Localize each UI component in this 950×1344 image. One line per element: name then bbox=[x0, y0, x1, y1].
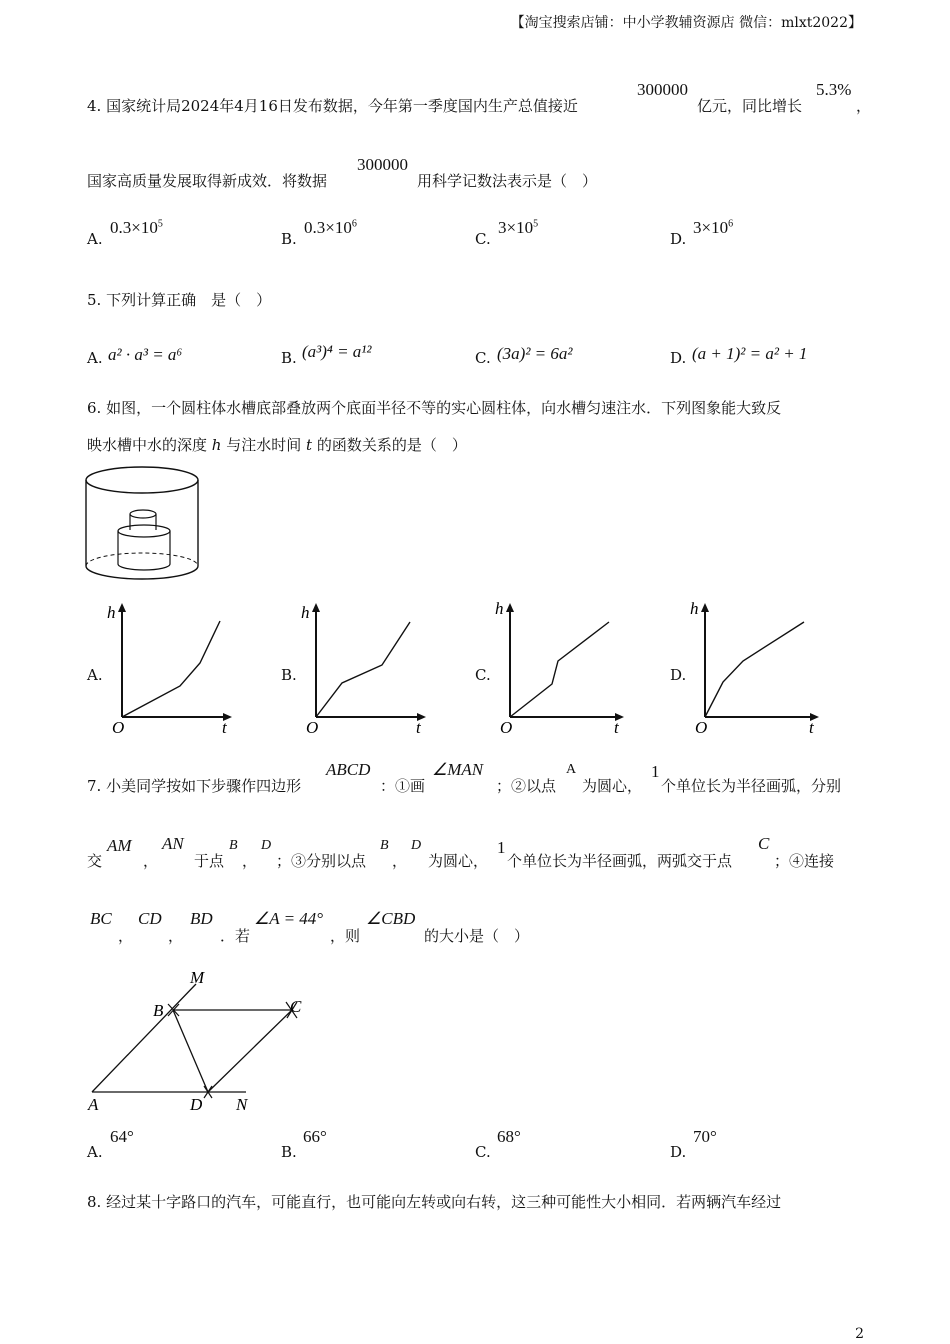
q7-text-1d: 为圆心， bbox=[582, 777, 643, 795]
q6-graph-c-y-label: h bbox=[495, 600, 504, 618]
q5-option-c-label: C. bbox=[475, 349, 491, 367]
fig-label-c: C bbox=[290, 997, 302, 1016]
q4-comma: ， bbox=[856, 97, 872, 115]
q4-number-1: 300000 bbox=[637, 80, 688, 99]
q6-graph-a-origin: O bbox=[112, 718, 125, 737]
q7-one-2: 1 bbox=[497, 838, 506, 857]
q4-option-c-value: $3\times 10^5$ bbox=[498, 218, 539, 237]
q7-point-d-2: D bbox=[411, 838, 422, 853]
q7-text-2b: 于点 bbox=[194, 852, 225, 870]
q4-text-2b: 用科学记数法表示是（ ） bbox=[417, 172, 598, 190]
q7-text-2d: 为圆心， bbox=[428, 852, 489, 870]
q7-sep-1: ， bbox=[143, 852, 159, 870]
q7-sep-4: ， bbox=[118, 927, 134, 945]
q7-point-d-1: D bbox=[261, 838, 272, 853]
q7-text-1a: 7. 小美同学按如下步骤作四边形 bbox=[87, 777, 302, 795]
q7-option-c-label: C. bbox=[475, 1143, 491, 1161]
q6-graph-c bbox=[492, 600, 627, 740]
q4-text-1a: 4. 国家统计局2024年4月16日发布数据，今年第一季度国内生产总值接近 bbox=[87, 97, 578, 115]
q8-text-1: 8. 经过某十字路口的汽车，可能直行，也可能向左转或向右转，这三种可能性大小相同．若两辆汽车经过 bbox=[87, 1193, 782, 1211]
q7-segment-bd: BD bbox=[190, 909, 213, 928]
q6-graph-d-origin: O bbox=[695, 718, 708, 737]
q7-option-a-value: 64° bbox=[110, 1127, 134, 1146]
q6-graph-a-x-label: t bbox=[222, 718, 227, 737]
q7-angle-a: ∠A = 44° bbox=[254, 909, 324, 928]
q5-option-b-label: B. bbox=[281, 349, 297, 367]
q4-option-d-label: D. bbox=[670, 230, 687, 248]
tank-figure bbox=[84, 460, 204, 584]
q5-option-c-expr: (3a)² = 6a² bbox=[497, 344, 573, 363]
q6-graph-c-label: C. bbox=[475, 666, 491, 684]
q7-segment-cd: CD bbox=[138, 909, 162, 928]
q7-text-2a: 交 bbox=[87, 852, 103, 870]
q7-text-2f: ；④连接 bbox=[774, 852, 835, 870]
q4-option-c-label: C. bbox=[475, 230, 491, 248]
q7-text-3c: 的大小是（ ） bbox=[424, 927, 530, 945]
q4-option-a-label: A. bbox=[87, 230, 103, 248]
q4-option-b-value: $0.3\times 10^6$ bbox=[304, 218, 357, 237]
q7-option-a-label: A. bbox=[87, 1143, 103, 1161]
q5-option-d-label: D. bbox=[670, 349, 687, 367]
q7-text-2c: ；③分别以点 bbox=[276, 852, 367, 870]
q5-option-d-expr: (a + 1)² = a² + 1 bbox=[692, 344, 808, 363]
q7-sep-3: ， bbox=[392, 852, 408, 870]
q6-graph-d-x-label: t bbox=[809, 718, 814, 737]
fig-label-m: M bbox=[190, 968, 205, 987]
rhombus-figure bbox=[84, 962, 314, 1120]
q6-text-2: 映水槽中水的深度 h 与注水时间 t 的函数关系的是（ ） bbox=[87, 436, 467, 454]
q7-option-c-value: 68° bbox=[497, 1127, 521, 1146]
q7-option-d-label: D. bbox=[670, 1143, 687, 1161]
page-header: 【淘宝搜索店铺：中小学教辅资源店 微信：mlxt2022】 bbox=[510, 15, 862, 31]
q7-segment-bc: BC bbox=[90, 909, 112, 928]
q6-graph-b-label: B. bbox=[281, 666, 297, 684]
q6-text-1: 6. 如图，一个圆柱体水槽底部叠放两个底面半径不等的实心圆柱体，向水槽匀速注水．下列图象能大致反 bbox=[87, 399, 782, 417]
q7-angle-man: ∠MAN bbox=[432, 760, 484, 779]
q6-graph-d-y-label: h bbox=[690, 600, 699, 618]
q6-graph-a-y-label: h bbox=[107, 603, 116, 622]
q7-one-1: 1 bbox=[651, 762, 660, 781]
q4-text-2a: 国家高质量发展取得新成效．将数据 bbox=[87, 172, 328, 190]
q7-sep-5: ， bbox=[168, 927, 184, 945]
q5-option-a-expr: a² · a³ = a⁶ bbox=[108, 345, 183, 364]
q4-option-d-value: $3\times 10^6$ bbox=[693, 218, 734, 237]
fig-label-b: B bbox=[153, 1001, 164, 1020]
page-number: 2 bbox=[855, 1326, 864, 1342]
q5-option-b-expr: (a³)⁴ = a¹² bbox=[302, 342, 372, 361]
q7-text-1c: ；②以点 bbox=[496, 777, 557, 795]
fig-label-a: A bbox=[88, 1095, 99, 1114]
fig-label-d: D bbox=[190, 1095, 203, 1114]
q7-option-b-label: B. bbox=[281, 1143, 297, 1161]
q7-text-1e: 个单位长为半径画弧，分别 bbox=[661, 777, 842, 795]
q7-text-1b: ：①画 bbox=[380, 777, 426, 795]
q4-option-b-label: B. bbox=[281, 230, 297, 248]
q7-text-3a: ．若 bbox=[220, 927, 251, 945]
q4-option-a-value: $0.3\times 10^5$ bbox=[110, 218, 163, 237]
q6-graph-b-x-label: t bbox=[416, 718, 421, 737]
q7-option-d-value: 70° bbox=[693, 1127, 717, 1146]
q5-stem: 5. 下列计算正确 是（ ） bbox=[87, 291, 272, 309]
q7-sep-2: ， bbox=[242, 852, 258, 870]
q7-segment-am: AM bbox=[107, 836, 132, 855]
q7-point-c: C bbox=[758, 834, 770, 853]
q7-text-3b: ，则 bbox=[330, 927, 361, 945]
q6-graph-c-origin: O bbox=[500, 718, 513, 737]
q7-abcd: ABCD bbox=[326, 760, 371, 779]
q5-option-a-label: A. bbox=[87, 349, 103, 367]
q4-number-2: 300000 bbox=[357, 155, 408, 174]
q6-graph-b bbox=[298, 600, 428, 740]
q6-graph-d bbox=[687, 600, 822, 740]
q6-graph-b-origin: O bbox=[306, 718, 319, 737]
q7-angle-cbd: ∠CBD bbox=[366, 909, 416, 928]
q7-point-b-2: B bbox=[380, 838, 389, 853]
q6-graph-d-label: D. bbox=[670, 666, 687, 684]
q7-option-b-value: 66° bbox=[303, 1127, 327, 1146]
q6-graph-c-x-label: t bbox=[614, 718, 619, 737]
q4-percent: 5.3% bbox=[816, 80, 852, 99]
q6-graph-b-y-label: h bbox=[301, 603, 310, 622]
q7-text-2e: 个单位长为半径画弧，两弧交于点 bbox=[507, 852, 733, 870]
q7-segment-an: AN bbox=[162, 834, 184, 853]
q7-point-b-1: B bbox=[229, 838, 238, 853]
q4-text-1b: 亿元，同比增长 bbox=[697, 97, 803, 115]
q6-graph-a bbox=[104, 600, 234, 740]
q7-point-a: A bbox=[566, 762, 577, 777]
fig-label-n: N bbox=[236, 1095, 248, 1114]
q6-graph-a-label: A. bbox=[87, 666, 103, 684]
